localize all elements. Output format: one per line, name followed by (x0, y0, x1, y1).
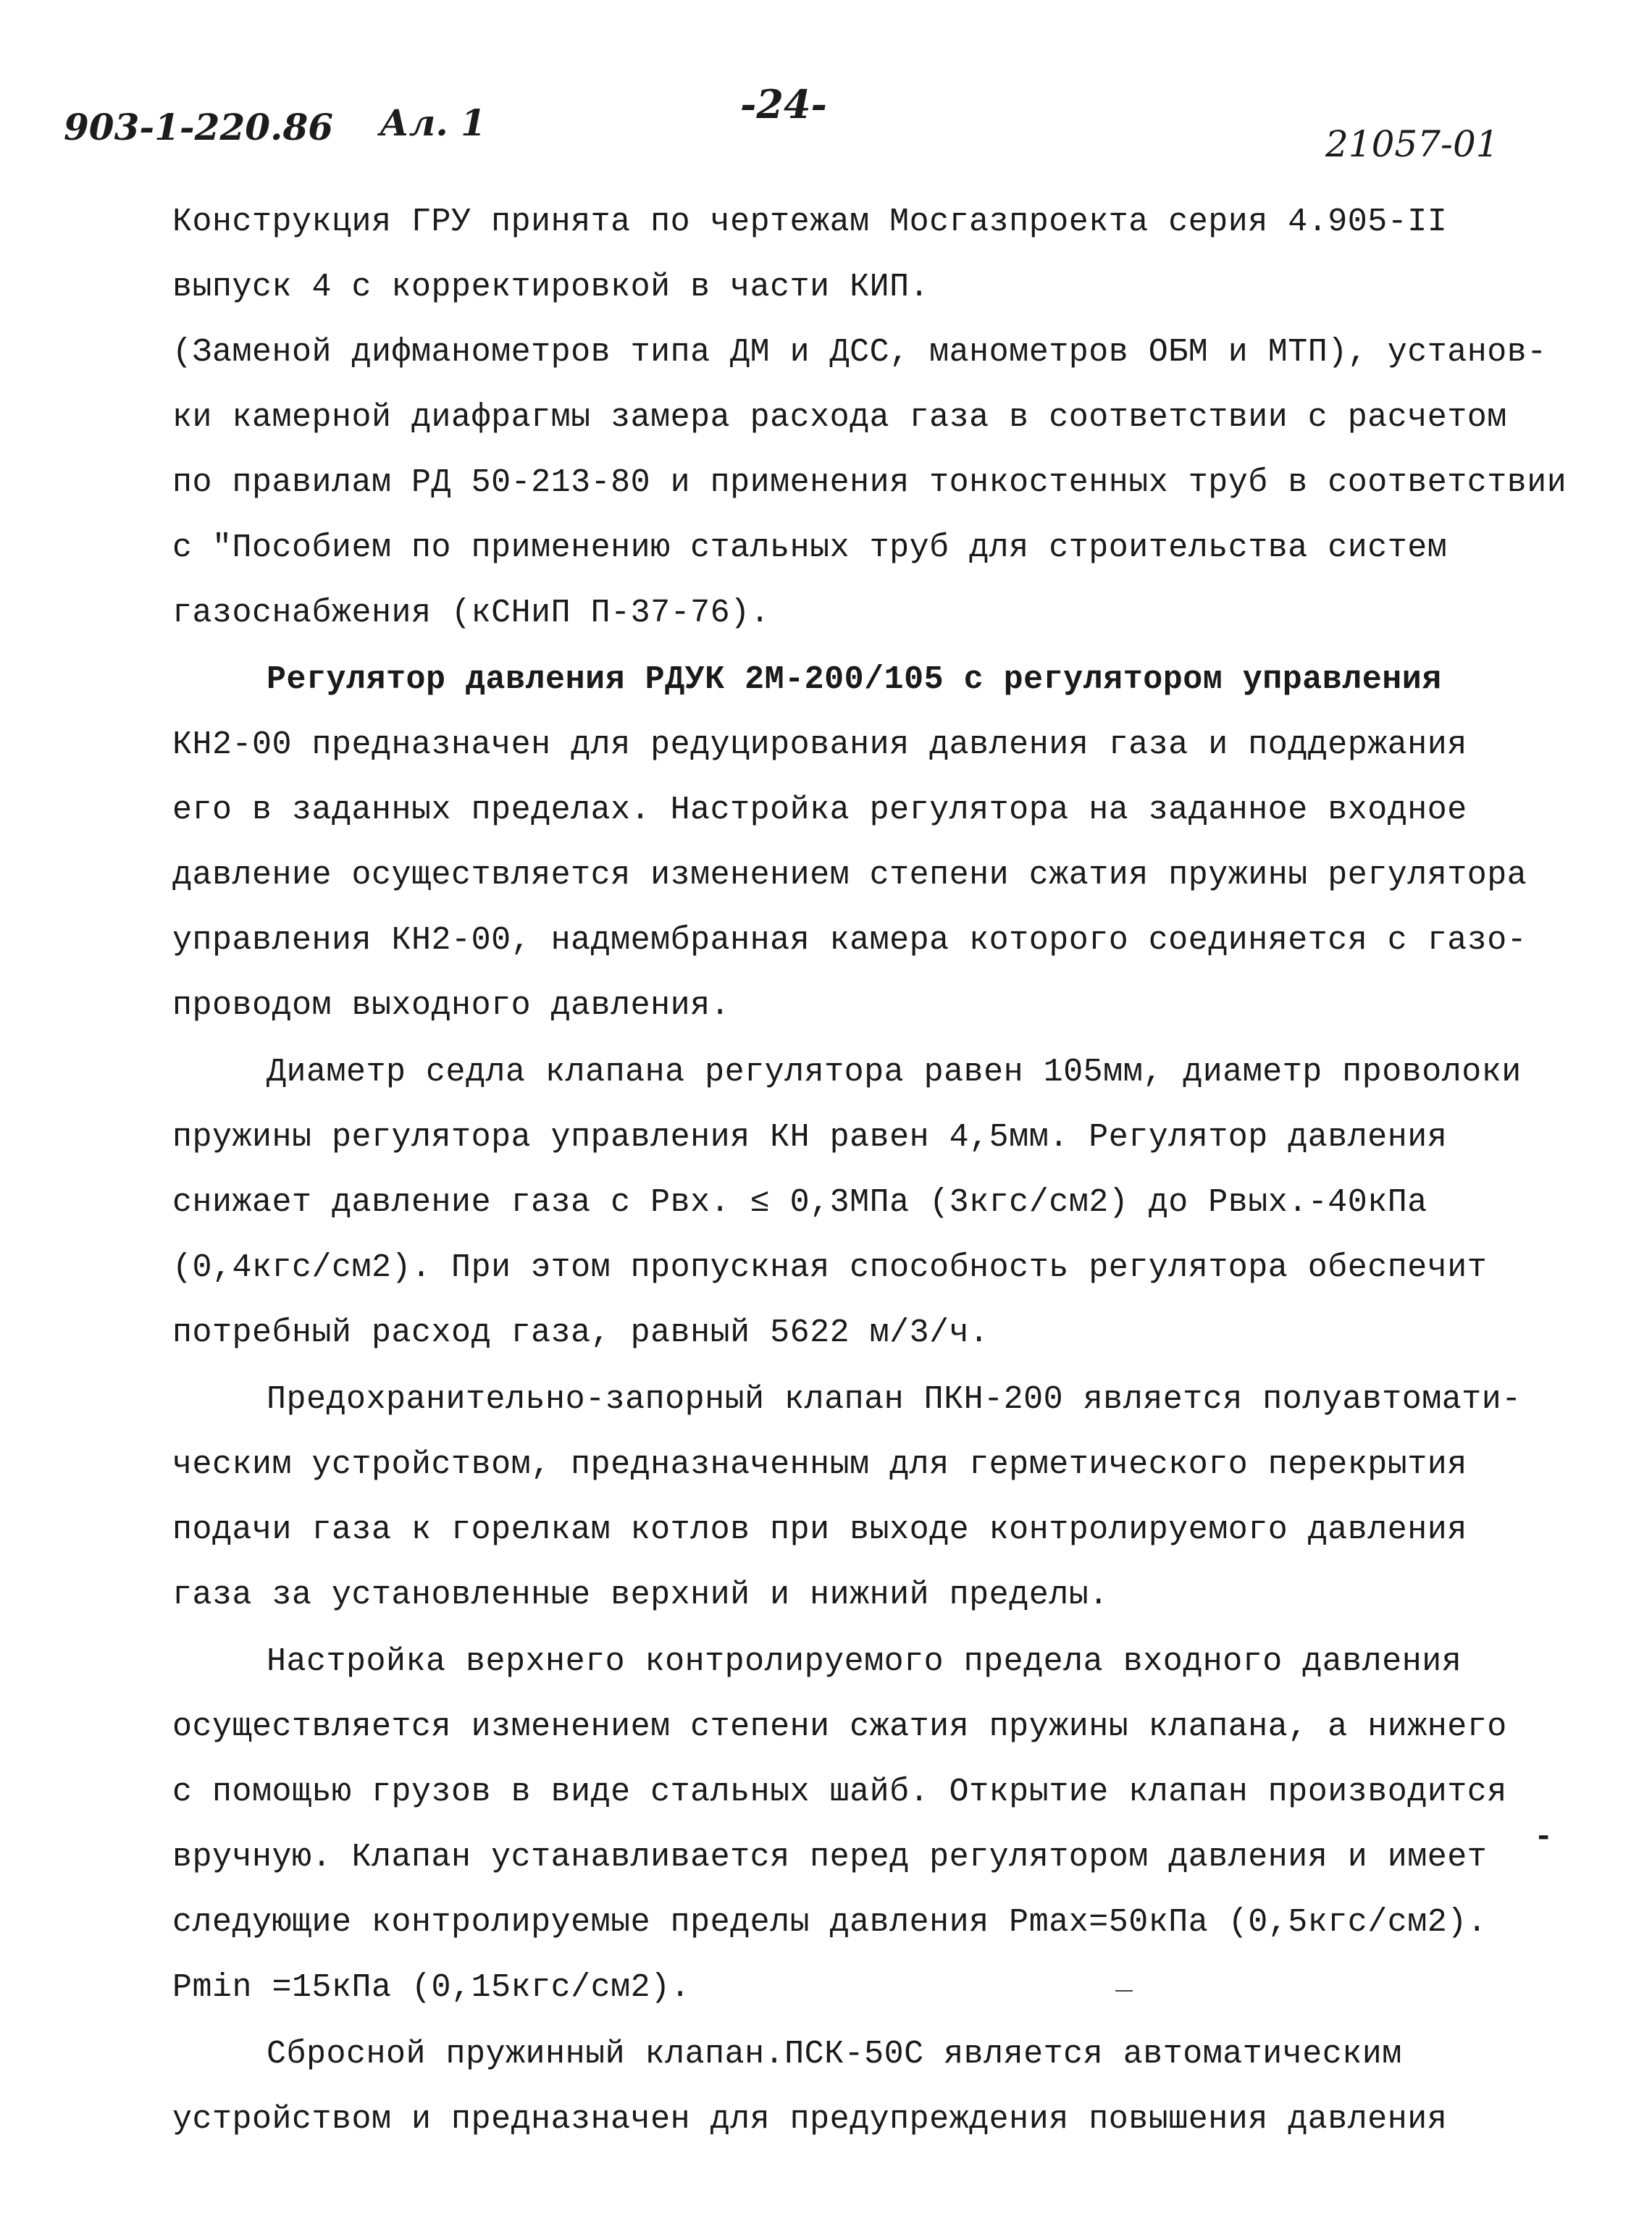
text-line: давление осуществляется изменением степени сжатия пружины регулятора (172, 857, 1527, 894)
text-line: снижает давление газа с Рвх. ≤ 0,3МПа (3кгс/см2) до Рвых.-40кПа (172, 1184, 1427, 1221)
text-line: его в заданных пределах. Настройка регулятора на заданное входное (172, 792, 1467, 828)
text-line: с помощью грузов в виде стальных шайб. Открытие клапан производится (172, 1774, 1507, 1811)
stray-dash (1115, 1990, 1133, 1992)
doc-code: 903-1-220.86 (64, 106, 334, 148)
text-line: пружины регулятора управления КН равен 4,5мм. Регулятор давления (172, 1119, 1448, 1156)
text-line: управления КН2-00, надмембранная камера которого соединяется с газо- (172, 922, 1527, 959)
text-line: (0,4кгс/см2). При этом пропускная способность регулятора обеспечит (172, 1249, 1488, 1286)
text-line: следующие контролируемые пределы давления Pmax=50кПа (0,5кгс/см2). (172, 1904, 1488, 1941)
stray-mark: - (1534, 1819, 1554, 1855)
text-line: вручную. Клапан устанавливается перед регулятором давления и имеет (172, 1839, 1488, 1876)
text-line: Предохранительно-запорный клапан ПКН-200 является полуавтомати- (267, 1381, 1522, 1418)
text-line: газоснабжения (кСНиП П-37-76). (172, 595, 771, 632)
text-line: Конструкция ГРУ принята по чертежам Мосгазпроекта серия 4.905-II (172, 204, 1448, 240)
text-line: КН2-00 предназначен для редуцирования давления газа и поддержания (172, 726, 1467, 763)
text-line: с "Пособием по применению стальных труб для строительства систем (172, 529, 1448, 566)
text-line: ческим устройством, предназначенным для герметического перекрытия (172, 1446, 1467, 1483)
text-line: Сбросной пружинный клапан.ПСК-50С является автоматическим (267, 2036, 1402, 2073)
text-line: газа за установленные верхний и нижний пределы. (172, 1577, 1109, 1614)
text-line: проводом выходного давления. (172, 987, 731, 1024)
text-line: по правилам РД 50-213-80 и применения тонкостенных труб в соответствии (172, 464, 1567, 501)
text-line: потребный расход газа, равный 5622 м/3/ч. (172, 1314, 989, 1351)
page-number: -24- (740, 81, 827, 127)
doc-number: 21057-01 (1325, 123, 1499, 165)
text-line: Диаметр седла клапана регулятора равен 105мм, диаметр проволоки (267, 1054, 1522, 1091)
text-line: (Заменой дифманометров типа ДМ и ДСС, манометров ОБМ и МТП), установ- (172, 334, 1547, 371)
text-line: Настройка верхнего контролируемого предела входного давления (267, 1643, 1462, 1680)
text-line: ки камерной диафрагмы замера расхода газа в соответствии с расчетом (172, 399, 1507, 436)
text-line: Pmin =15кПа (0,15кгс/см2). (172, 1969, 691, 2006)
text-line: Регулятор давления РДУК 2М-200/105 с регулятором управления (267, 661, 1442, 698)
text-line: выпуск 4 с корректировкой в части КИП. (172, 269, 930, 306)
sheet-label: Ал. 1 (380, 101, 486, 144)
text-line: устройством и предназначен для предупреждения повышения давления (172, 2101, 1448, 2138)
text-line: осуществляется изменением степени сжатия пружины клапана, а нижнего (172, 1708, 1507, 1745)
text-line: подачи газа к горелкам котлов при выходе контролируемого давления (172, 1511, 1467, 1548)
body-text (172, 190, 1592, 2152)
